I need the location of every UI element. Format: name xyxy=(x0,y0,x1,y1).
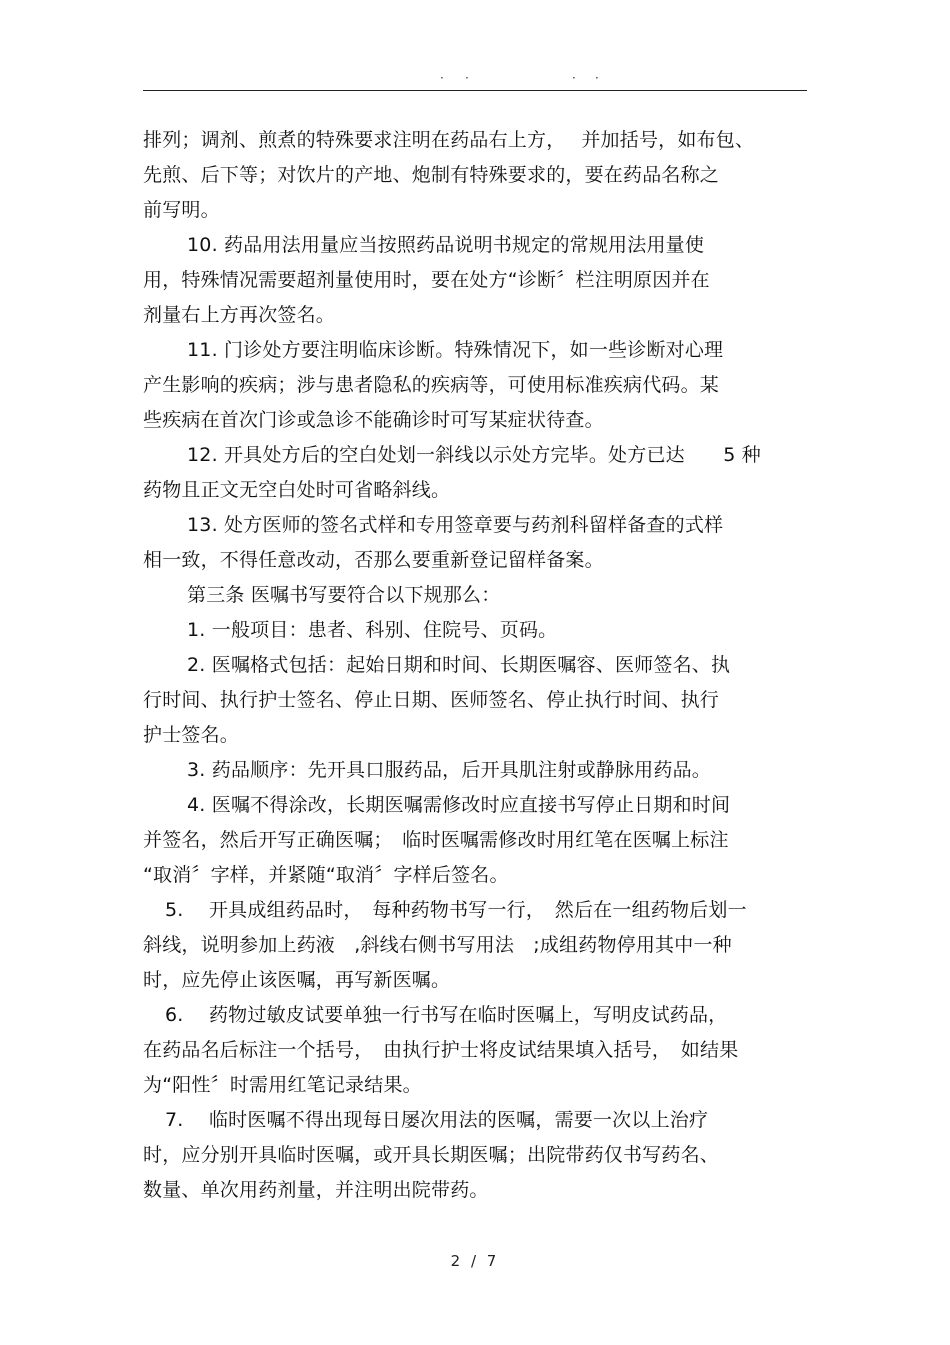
text-line: 7. 临时医嘱不得出现每日屡次用法的医嘱，需要一次以上治疗 xyxy=(165,1109,709,1131)
text-line: 排列；调剂、煎煮的特殊要求注明在药品右上方， 并加括号，如布包、 xyxy=(143,129,755,151)
text-line: 10. 药品用法用量应当按照药品说明书规定的常规用法用量使 xyxy=(187,234,705,256)
text-line: 3. 药品顺序：先开具口服药品，后开具肌注射或静脉用药品。 xyxy=(187,759,711,781)
text-line: 11. 门诊处方要注明临床诊断。特殊情况下，如一些诊断对心理 xyxy=(187,339,724,361)
text-line: 在药品名后标注一个括号， 由执行护士将皮试结果填入括号， 如结果 xyxy=(143,1039,739,1061)
text-line: 护士签名。 xyxy=(143,724,240,746)
text-line: 13. 处方医师的签名式样和专用签章要与药剂科留样备查的式样 xyxy=(187,514,724,536)
text-line: “取消〞字样，并紧随“取消〞字样后签名。 xyxy=(143,864,509,886)
text-line: 4. 医嘱不得涂改，长期医嘱需修改时应直接书写停止日期和时间 xyxy=(187,794,731,816)
text-line: 时，应先停止该医嘱，再写新医嘱。 xyxy=(143,969,451,991)
text-line: 时，应分别开具临时医嘱，或开具长期医嘱；出院带药仅书写药名、 xyxy=(143,1144,720,1166)
text-line: 2. 医嘱格式包括：起始日期和时间、长期医嘱容、医师签名、执 xyxy=(187,654,731,676)
text-line: 先煎、后下等；对饮片的产地、炮制有特殊要求的，要在药品名称之 xyxy=(143,164,720,186)
text-line: 产生影响的疾病；涉与患者隐私的疾病等，可使用标准疾病代码。某 xyxy=(143,374,720,396)
text-line: 5. 开具成组药品时， 每种药物书写一行， 然后在一组药物后划一 xyxy=(165,899,747,921)
text-line: 药物且正文无空白处时可省略斜线。 xyxy=(143,479,451,501)
text-line: 相一致，不得任意改动，否那么要重新登记留样备案。 xyxy=(143,549,604,571)
text-line: 为“阳性〞时需用红笔记录结果。 xyxy=(143,1074,422,1096)
page-number: 2 / 7 xyxy=(450,1252,500,1270)
text-line: 6. 药物过敏皮试要单独一行书写在临时医嘱上，写明皮试药品， xyxy=(165,1004,728,1026)
text-line: 些疾病在首次门诊或急诊不能确诊时可写某症状待查。 xyxy=(143,409,604,431)
text-line: 第三条 医嘱书写要符合以下规那么： xyxy=(187,584,501,606)
header-dot: · xyxy=(465,71,469,85)
text-line: 前写明。 xyxy=(143,199,220,221)
text-line: 剂量右上方再次签名。 xyxy=(143,304,336,326)
header-dot: · xyxy=(440,71,444,85)
text-line: 并签名，然后开写正确医嘱； 临时医嘱需修改时用红笔在医嘱上标注 xyxy=(143,829,729,851)
text-line: 数量、单次用药剂量，并注明出院带药。 xyxy=(143,1179,489,1201)
text-line: 行时间、执行护士签名、停止日期、医师签名、停止执行时间、执行 xyxy=(143,689,720,711)
text-line: 斜线，说明参加上药液 ,斜线右侧书写用法 ;成组药物停用其中一种 xyxy=(143,934,732,956)
text-line: 12. 开具处方后的空白处划一斜线以示处方完毕。处方已达 5 种 xyxy=(187,444,761,466)
header-dot: · xyxy=(572,71,576,85)
text-line: 用，特殊情况需要超剂量使用时，要在处方“诊断〞栏注明原因并在 xyxy=(143,269,710,291)
header-dot: · xyxy=(595,71,599,85)
text-line: 1. 一般项目：患者、科别、住院号、页码。 xyxy=(187,619,558,641)
